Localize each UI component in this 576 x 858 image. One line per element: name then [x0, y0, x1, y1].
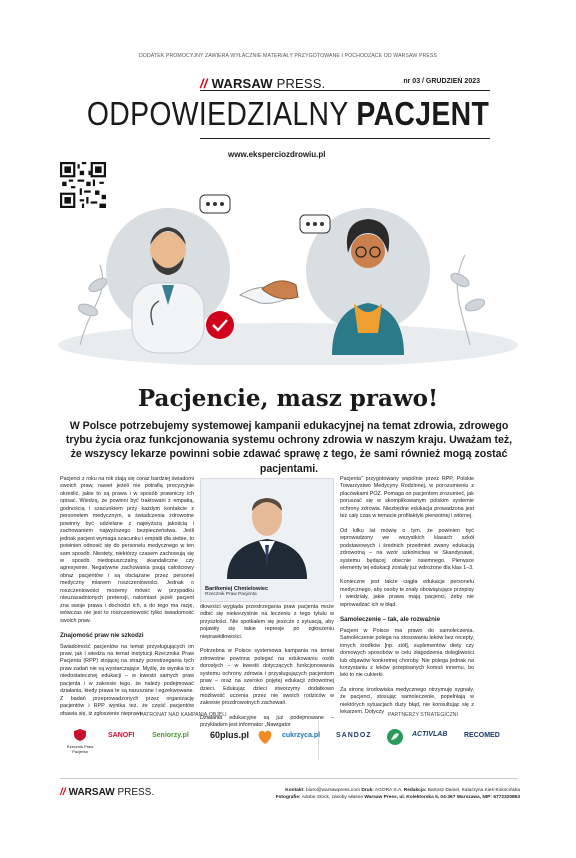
shield-icon	[73, 728, 87, 742]
author-name: Bartłomiej Chmielowiec	[205, 586, 269, 592]
pharma-leaf-icon[interactable]	[386, 728, 404, 746]
logo-seniorzy[interactable]: Seniorzy.pl	[152, 732, 189, 739]
issue-number: nr 03 / GRUDZIEŃ 2023	[403, 78, 480, 85]
portrait-photo	[201, 479, 333, 579]
disclaimer: DODATEK PROMOCYJNY ZAWIERA WYŁĄCZNIE MATERIAŁY PRZYGOTOWANE I POCHODZĄCE OD WARSAW PRESS	[138, 53, 438, 59]
logo-sandoz[interactable]: SANDOZ	[336, 732, 372, 739]
doctor-patient-illustration	[50, 175, 526, 365]
logo-rpp[interactable]: Rzecznik Praw Pacjenta	[60, 728, 100, 754]
article-column-1: Pacjenci z roku na rok stają się coraz bardziej świadomi swoich praw, nawet jeżeli nie potrafią precyzyjnie określić, jakie to są prawa i w sposób prawniczy ich opisać. Wiedzą, że powinni być traktowani z empatią, godnością i szacunkiem przy każdym kontakcie z personelem medycznym, a świadczenia zdrowotne powinny być udzielane z najwyższą jakością i zachowaniem najwyższego bezpieczeństwa. Jeśli jednak pacjent wymaga szacunku i empatii dla siebie, to powinien odnosić się do personelu medycznego w ten sam sposób. Niestety, niektórzy czasem zachowują się w sposób niedopuszczalny, skandaliczne czy agresywnie. Negatywne zachowania psują całościowy obraz pacjentów i są obciążane przez personel medyczny mianem roszczeniowości. Jednak o roszczeniowości możemy mówić w przypadku nieuzasadnionych pretensji, natomiast jeżeli pacjent zna swoje prawa i dochodzi ich, a do tego ma rację, wówczas nie jest to roszczeniowość tylko świadomość swoich praw. Znajomość praw nie szkodzi Świadomość pacjentów na temat przysługujących im praw, jak i wiedza na temat instytucji Rzecznika Praw Pacjenta (RPP) stojącej na straży przestrzegania tych praw zadań nie są wystarczające. Myślę, że wynika to z niedostatecznej edukacji – w kwestii samych praw pacjenta i w zakresie tego, że należy podejmować działania, kiedy prawa te są naruszane i egzekwowane. Z badań przeprowadzonych przez organizację pacjentów i RPP wynika też, że część pacjentów obawia się, iż zgłoszenie nieprawi-	[60, 476, 194, 717]
sponsor-logos	[60, 728, 520, 752]
patron-label: PATRONAT NAD KAMPANIĄ OBJĘLI	[140, 712, 227, 718]
section-heading: Samoleczenie – tak, ale rozważnie	[340, 616, 441, 624]
heart-icon[interactable]	[256, 728, 274, 746]
article-column-3: Pacjenta” przygotowany wspólnie przez RPP, Polskie Towarzystwo Medycyny Rodzinnej, w porozumieniu z placówkami POZ. Pomaga on pacjentom zrozumieć, jak poruszać się w skomplikowanym polskim systemie ochrony zdrowia. Niezbędne edukacja prowadzona jest też cały czas w temacie profilaktyki pierwotnej i wtórnej. Od kilku lat mówię o tym, że powinien być wprowadzony we wszystkich klasach szkół podstawowych i średnich przedmiot zwany edukacją zdrowotną – na wzór szkolnictwa w Skandynawii, systemu będącej obecnie osiemnego. Pierwsze elementy tej edukacji zostały już wdrożone dla klas 1–3. Konieczne jest także ciągła edukacja personelu medycznego, aby osoby te znały obowiązujące przepisy i wiedziały, jakie prawa mają pacjenci, żeby nie wprowadzać ich w błąd. Samoleczenie – tak, ale rozważnie Pacjent w Polsce ma prawo do samoleczenia. Samoleczenie polega na stosowaniu leków bez recepty, innych środków [np. ziół], suplementów diety czy domowych sposobów w celu złagodzenia dolegliwości lub objawów konkretnej choroby. Nie polega jednak na korzystaniu z leków przepisanych komuś innemu, bo leki to nie cukierki. Za stronę środowiska medycznego otrzymuję sygnały, że pacjenci, stosując samoleczenie, popełniają w niektórych sytuacjach duży błąd, nie konsultując się z lekarzem. Dotyczy	[340, 476, 474, 716]
author-role: Rzecznik Praw Pacjenta	[205, 592, 257, 597]
partner-label: PARTNERZY STRATEGICZNI	[388, 712, 458, 718]
article-lead: W Polsce potrzebujemy systemowej kampanii edukacyjnej na temat zdrowia, zdrowego trybu życia oraz funkcjonowania systemu ochrony zdrowia w naszym kraju. Uważam też, że wszyscy lekarze powinni sobie zdawać sprawę z tego, że sami również mogą zostać pacjentami.	[65, 420, 513, 475]
logo-activlab[interactable]: ACTIVLAB	[412, 731, 448, 738]
logo-recomed[interactable]: RECOMED	[464, 732, 500, 739]
divider	[200, 138, 490, 139]
divider	[60, 778, 518, 779]
logo-sanofi[interactable]: SANOFI	[108, 732, 135, 739]
article-column-2: dłowości wygląda przestrzegania praw pacjenta może odbić się niekorzystnie na leczeniu z tego tytułu w przyszłości. Nie spotkałem się jeszcze z sytuacją, aby pojawiły się takie represje po zgłoszeniu nieprawidłowości. Potrzebna w Polsce systemowa kampania na temat zdrowotne powinna polegać na edukowaniu osób dorosłych – w kwestii dotyczących funkcjonowania systemu ochrony zdrowia i przysługujących pacjentom praw – oraz na szeroko pojętej edukacji zdrowotnej dzieci. Edukując dzieci stworzymy dodatkowo możliwość uczenia przez nie swoich rodziców w zakresie prozdrowotnych zachowań. Działania edukacyjne są już podejmowane – przykładem jest informator „Nawigator	[200, 604, 334, 729]
brand-logo: // WARSAW PRESS.	[200, 76, 326, 91]
footer-contact: Kontakt: biuro@warsawpress.com Druk: AGORA S.A. Redakcja: Bartosz Daniel, Katarzyna Kieś-Kokocińska Fotografie: Adobe Stock, zasoby własne Warsaw Press, ul. Kolektorska 5, 04-367 Warszawa, NIP: 6772320863	[275, 788, 520, 800]
section-heading: Znajomość praw nie szkodzi	[60, 632, 144, 640]
divider	[200, 90, 490, 91]
article-headline: Pacjencie, masz prawo!	[137, 385, 439, 412]
logo-60plus[interactable]: 60plus.pl	[210, 730, 250, 740]
footer-brand-logo: // WARSAW PRESS.	[60, 787, 155, 798]
page-title: ODPOWIEDZIALNY PACJENT	[86, 95, 490, 132]
author-portrait	[200, 478, 334, 602]
contact-email[interactable]: biuro@warsawpress.com	[304, 788, 360, 793]
website-link[interactable]: www.eksperciozdrowiu.pl	[228, 150, 326, 159]
logo-cukrzyca[interactable]: cukrzyca.pl	[282, 732, 321, 739]
